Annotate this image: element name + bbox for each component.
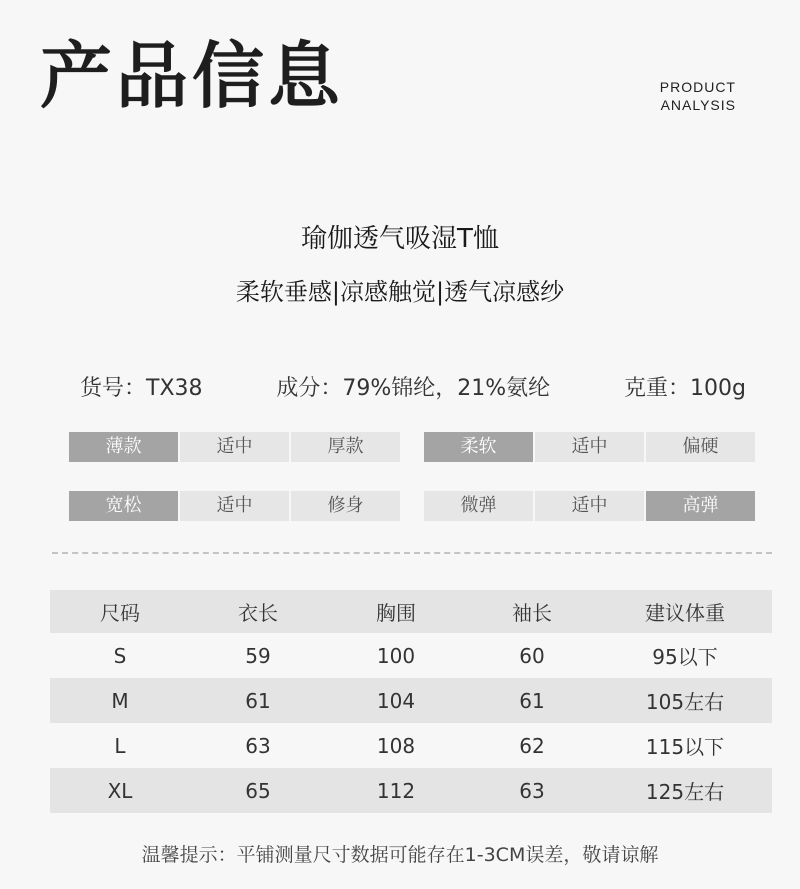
table-cell: 60 <box>519 643 545 668</box>
dashed-divider <box>52 552 772 554</box>
measurement-note: 温馨提示：平铺测量尺寸数据可能存在1-3CM误差，敬请谅解 <box>141 844 659 866</box>
elasticity-option: 微弹 <box>424 491 533 521</box>
table-cell: 63 <box>519 778 545 803</box>
table-cell: 112 <box>376 778 416 803</box>
column-header: 建议体重 <box>645 601 725 625</box>
table-cell: 59 <box>245 643 271 668</box>
product-features: 柔软垂感|凉感触觉|透气凉感纱 <box>235 278 565 306</box>
table-cell: 100 <box>376 643 416 668</box>
elasticity-scale <box>424 491 755 521</box>
table-cell: 95以下 <box>652 645 718 669</box>
product-name: 瑜伽透气吸湿T恤 <box>301 224 499 254</box>
table-cell: 62 <box>519 733 545 758</box>
table-row <box>50 678 772 723</box>
column-header: 袖长 <box>512 601 552 625</box>
table-row <box>50 768 772 813</box>
column-header: 胸围 <box>376 601 416 625</box>
elasticity-option: 高弹 <box>646 491 755 521</box>
page-title: 产品信息 <box>40 34 345 118</box>
table-cell: 63 <box>245 733 271 758</box>
thickness-option: 适中 <box>180 432 289 462</box>
table-header-row <box>50 590 772 633</box>
table-cell: L <box>114 733 126 758</box>
subtitle-line-1: PRODUCT <box>659 79 736 95</box>
softness-option: 适中 <box>535 432 644 462</box>
table-cell: 115以下 <box>645 735 725 759</box>
table-cell: XL <box>107 778 133 803</box>
fabric-weight: 克重：100g <box>624 376 746 401</box>
table-cell: 125左右 <box>645 780 725 804</box>
softness-option: 柔软 <box>424 432 533 462</box>
table-cell: 104 <box>376 688 416 713</box>
thickness-scale <box>69 432 400 462</box>
table-cell: 65 <box>245 778 271 803</box>
english-subtitle <box>596 78 736 114</box>
composition: 成分：79%锦纶，21%氨纶 <box>276 376 551 401</box>
table-row <box>50 633 772 678</box>
subtitle-line-2: ANALYSIS <box>660 97 736 113</box>
table-cell: 61 <box>519 688 545 713</box>
fit-option: 适中 <box>180 491 289 521</box>
table-cell: 105左右 <box>645 690 725 714</box>
fit-option: 修身 <box>291 491 400 521</box>
fit-scale <box>69 491 400 521</box>
column-header: 衣长 <box>238 601 278 625</box>
softness-option: 偏硬 <box>646 432 755 462</box>
thickness-option: 厚款 <box>291 432 400 462</box>
item-number: 货号：TX38 <box>80 376 203 401</box>
table-cell: 108 <box>376 733 416 758</box>
table-cell: M <box>111 688 129 713</box>
table-cell: S <box>113 643 127 668</box>
fit-option: 宽松 <box>69 491 178 521</box>
size-table <box>50 590 772 813</box>
spec-line <box>80 371 746 402</box>
column-header: 尺码 <box>100 601 140 625</box>
elasticity-option: 适中 <box>535 491 644 521</box>
table-cell: 61 <box>245 688 271 713</box>
softness-scale <box>424 432 755 462</box>
thickness-option: 薄款 <box>69 432 178 462</box>
table-row <box>50 723 772 768</box>
